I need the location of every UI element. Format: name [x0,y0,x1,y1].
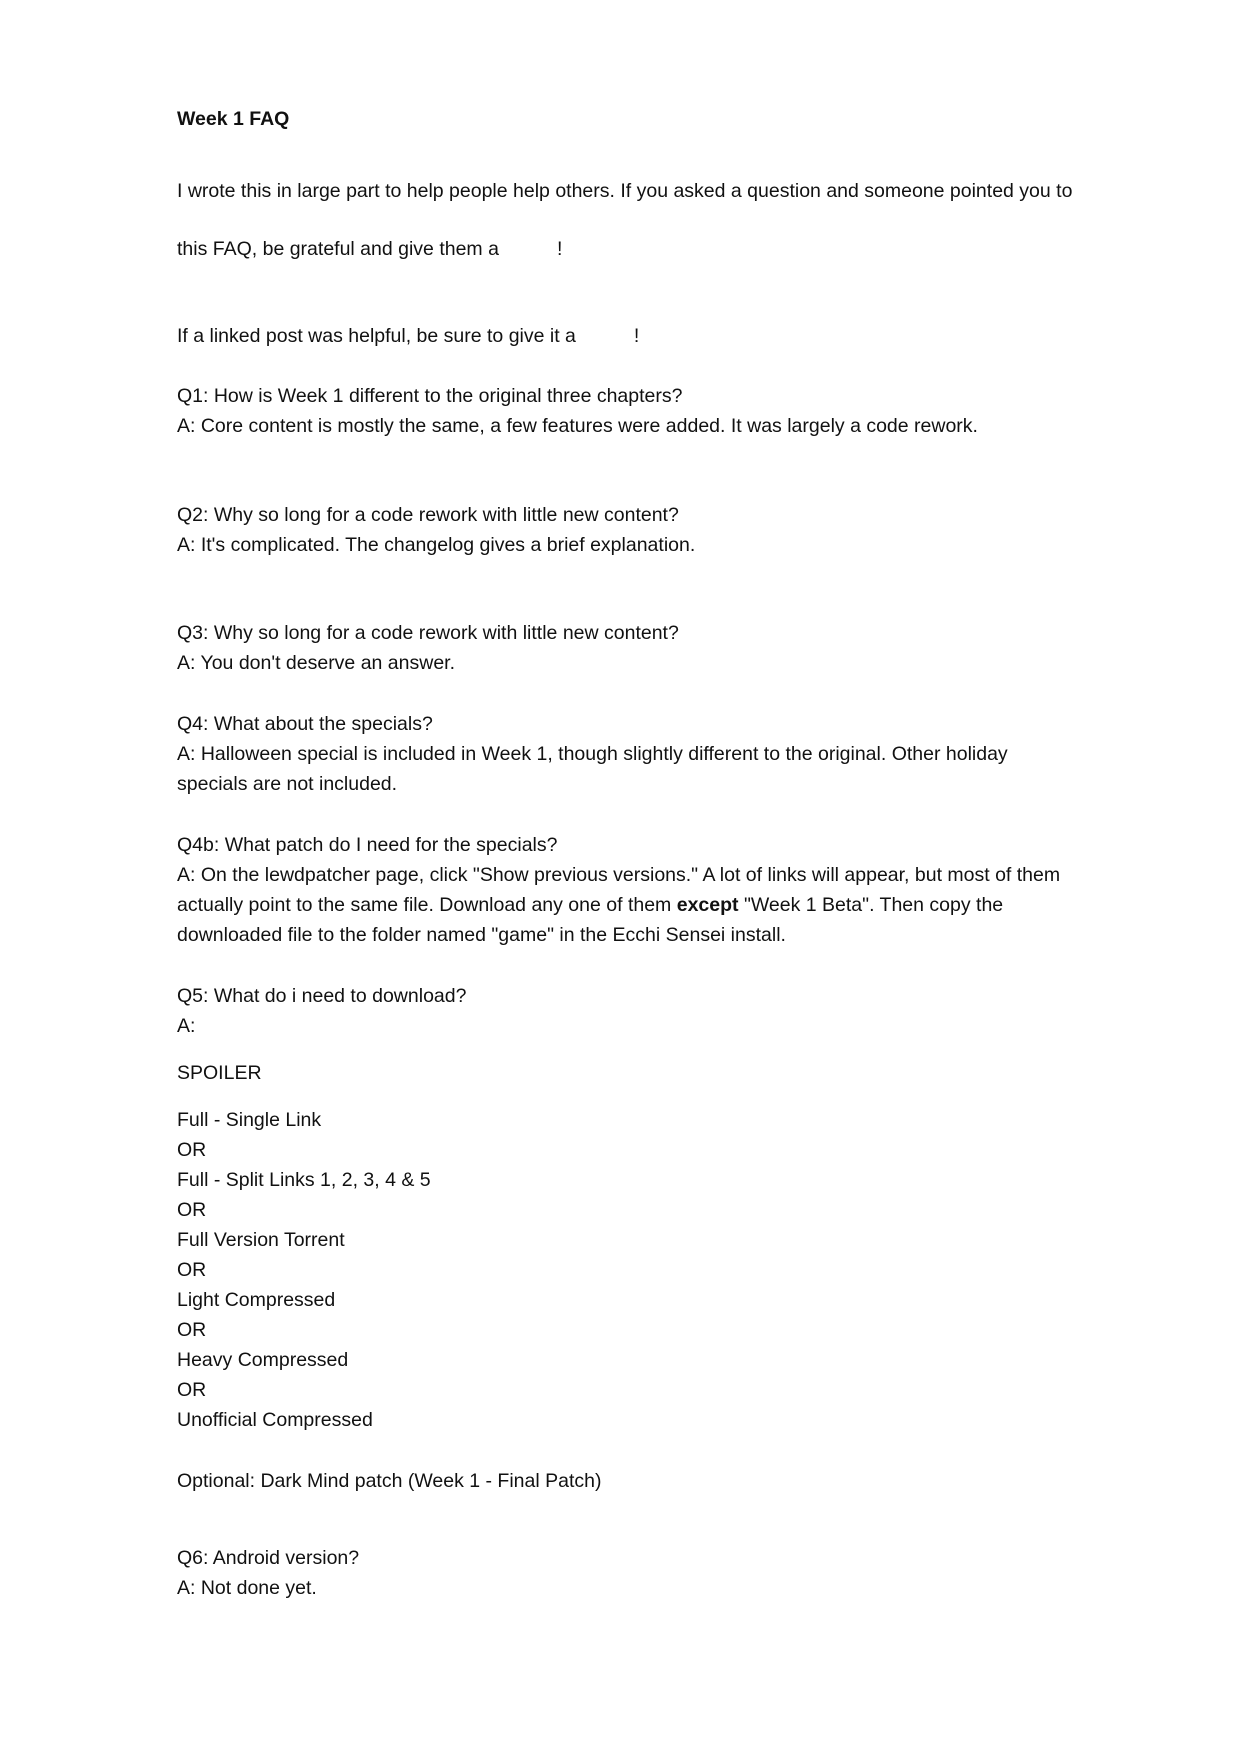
q5-answer: A: [177,1015,196,1037]
download-option: Heavy Compressed [177,1349,349,1371]
download-option-separator: OR [177,1139,207,1161]
intro-line-3 [177,323,639,349]
q1-answer: A: Core content is mostly the same, a few features were added. It was largely a code rework. [177,415,978,437]
intro-line-2-text: this FAQ, be grateful and give them a [177,238,499,260]
q5-question: Q5: What do i need to download? [177,985,467,1007]
spoiler-label[interactable]: SPOILER [177,1062,262,1084]
q1-question: Q1: How is Week 1 different to the original three chapters? [177,385,683,407]
q4-answer-line-2: specials are not included. [177,773,398,795]
download-option-separator: OR [177,1319,207,1341]
q4b-answer-line-2-pre: actually point to the same file. Download any one of them [177,894,672,916]
download-option-separator: OR [177,1379,207,1401]
intro-line-2-exclaim: ! [556,238,563,260]
intro-line-3-exclaim: ! [633,325,640,347]
q6-answer: A: Not done yet. [177,1577,317,1599]
q4b-answer-line-1: A: On the lewdpatcher page, click "Show previous versions." A lot of links will appear, but most of them [177,864,1061,886]
download-option: Unofficial Compressed [177,1409,373,1431]
intro-line-1: I wrote this in large part to help people help others. If you asked a question and someone pointed you to [177,180,1073,202]
optional-patch: Optional: Dark Mind patch (Week 1 - Final Patch) [177,1470,602,1492]
intro-line-3-text: If a linked post was helpful, be sure to give it a [177,325,576,347]
document-title: Week 1 FAQ [177,108,290,130]
q4b-answer-line-3: downloaded file to the folder named "game" in the Ecchi Sensei install. [177,924,786,946]
q3-question: Q3: Why so long for a code rework with little new content? [177,622,679,644]
download-option-separator: OR [177,1259,207,1281]
download-option: Full - Split Links 1, 2, 3, 4 & 5 [177,1169,431,1191]
q4b-question: Q4b: What patch do I need for the specials? [177,834,558,856]
download-option-separator: OR [177,1199,207,1221]
q3-answer: A: You don't deserve an answer. [177,652,456,674]
download-option: Light Compressed [177,1289,336,1311]
download-option: Full Version Torrent [177,1229,345,1251]
q4b-answer-emphasis: except [676,894,739,916]
download-option: Full - Single Link [177,1109,322,1131]
intro-line-2 [177,236,562,262]
q2-answer: A: It's complicated. The changelog gives a brief explanation. [177,534,696,556]
q4-question: Q4: What about the specials? [177,713,433,735]
q6-question: Q6: Android version? [177,1547,360,1569]
q4-answer-line-1: A: Halloween special is included in Week 1, though slightly different to the original. Other holiday [177,743,1008,765]
q4b-answer-line-2 [177,892,1003,918]
q2-question: Q2: Why so long for a code rework with little new content? [177,504,679,526]
q4b-answer-line-2-post: "Week 1 Beta". Then copy the [743,894,1004,916]
